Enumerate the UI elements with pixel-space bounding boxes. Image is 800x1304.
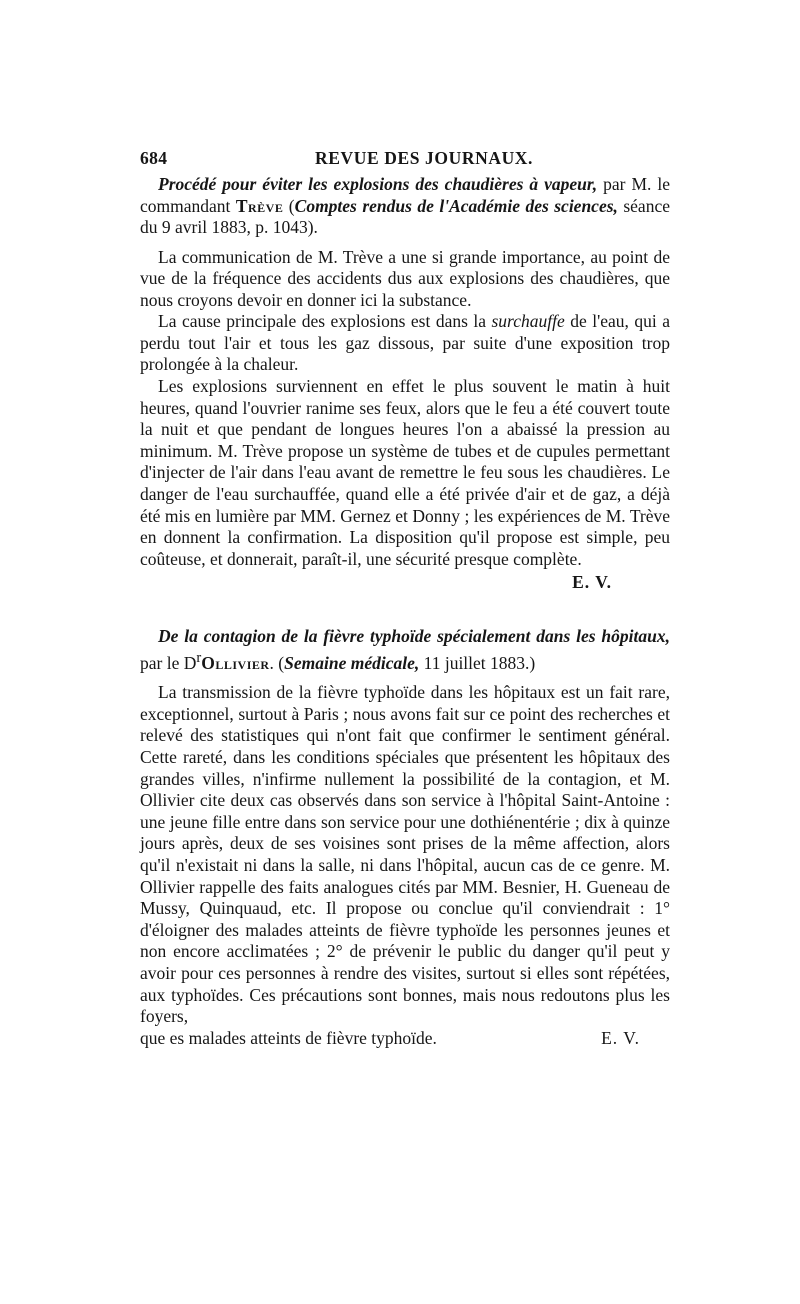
last-line-text: que es malades atteints de fièvre typhoïde. (140, 1027, 437, 1048)
paragraph: La communication de M. Trève a une si grande importance, au point de vue de la fréquence des accidents dus aux explosions des chaudières, que nous croyons devoir en donner ici la substance. (140, 246, 670, 310)
text-span: de l'eau, qui a perdu tout l'air et tous les gaz dissous, par suite d'une exposition trop prolongée à la chaleur. (140, 311, 670, 375)
title-italic: Procédé pour éviter les explosions des chaudières à vapeur, (158, 174, 598, 194)
book-page (140, 148, 670, 1049)
journal-details: séance du 9 avril 1883, p. 1043). (140, 195, 670, 237)
italic-term: surchauffe (491, 311, 565, 332)
signature: E. V. (601, 1027, 640, 1048)
article-typhoid-contagion (140, 626, 670, 1049)
article-boiler-explosions (140, 174, 670, 596)
author-name: Trève (235, 195, 284, 216)
signature: E. V. (572, 572, 612, 593)
title-by: par M. le commandant (140, 174, 670, 216)
paragraph: La transmission de la fièvre typhoïde dans les hôpitaux est un fait rare, exceptionnel, surtout à Paris ; nous avons fait sur ce point des recherches et relevé des statistiques qui n'ont fait que confirmer le sentiment général. Cette rareté, dans les conditions spéciales que présentent les hôpitaux des grandes villes, n'infirme nullement la possibilité de la contagion, et M. Ollivier cite deux cas observés dans son service à l'hôpital Saint-Antoine : une jeune fille entre dans son service pour une dothiénentérie ; dix à quinze jours après, deux de ses voisines sont prises de la même affection, alors qu'il n'existait ni dans la salle, ni dans l'hôpital, aucun cas de ce genre. M. Ollivier rappelle des faits analogues cités par MM. Besnier, H. Gueneau de Mussy, Quinquaud, etc. Il propose ou conclue qu'il conviendrait : 1° d'éloigner des malades atteints de fièvre typhoïde les personnes jeunes et non encore acclimatées ; 2° de prévenir le public du danger qu'il peut y avoir pour ces personnes à rendre des visites, surtout si elles sont répétées, aux typhoïdes. Ces précautions sont bonnes, mais nous redoutons plus les foyers, (140, 682, 670, 1027)
author-name: Ollivier (201, 652, 270, 673)
page-header (140, 148, 670, 174)
article-separator (140, 596, 670, 626)
running-title: REVUE DES JOURNAUX. (315, 148, 534, 168)
journal-name: Comptes rendus de l'Académie des sciences, (294, 195, 618, 216)
page-number: 684 (140, 148, 168, 168)
paragraph: Les explosions surviennent en effet le plus souvent le matin à huit heures, quand l'ouvrier ranime ses feux, alors que le feu a été couvert toute la nuit et que pendant de longues heures l'on a abaissé la pression au minimum. M. Trève propose un système de tubes et de cupules permettant d'injecter de l'air dans l'eau avant de remettre le feu sous les chaudières. Le danger de l'eau surchauffée, quand elle a été privée d'air et de gaz, a déjà été mis en lumière par MM. Gernez et Donny ; les expériences de M. Trève en donnent la confirmation. La disposition qu'il propose est simple, peu coûteuse, et donnerait, paraît-il, une sécurité presque complète. (140, 376, 670, 569)
text-span: La cause principale des explosions est dans la (158, 311, 492, 332)
paragraph (140, 311, 670, 376)
title-mid: . ( (269, 652, 285, 673)
journal-details: 11 juillet 1883.) (419, 652, 536, 673)
title-superscript: r (196, 649, 202, 666)
article-title (140, 626, 670, 674)
title-italic: De la contagion de la fièvre typhoïde spécialement dans les hôpitaux, (158, 626, 670, 647)
title-by: par le D (140, 652, 197, 673)
journal-name: Semaine médicale, (284, 652, 420, 673)
paragraph-last-line (140, 1028, 670, 1050)
title-paren: ( (283, 195, 295, 216)
article-title (140, 174, 670, 239)
